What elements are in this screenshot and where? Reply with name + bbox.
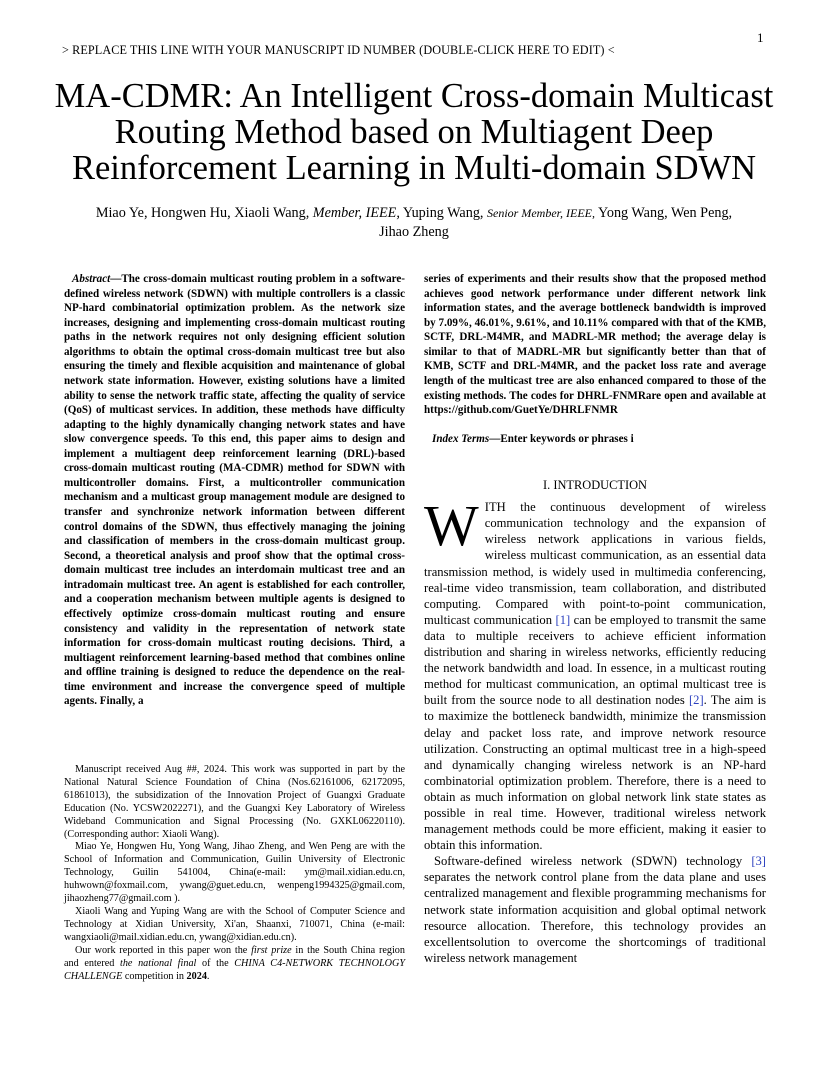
member-affiliation: Member, IEEE, <box>312 205 400 221</box>
title-line-1: MA-CDMR: An Intelligent Cross-domain Multicast <box>54 77 774 115</box>
page-number: 1 <box>757 30 764 45</box>
author-line-2: Jihao Zheng <box>379 224 449 240</box>
award-year: 2024 <box>186 970 207 982</box>
authors-part-1: Miao Ye, Hongwen Hu, Xiaoli Wang, <box>95 205 313 221</box>
citation-link-1[interactable]: [1] <box>555 612 571 627</box>
senior-member-affiliation: Senior Member, IEEE, <box>487 206 595 220</box>
section-heading-introduction: I. INTRODUCTION <box>543 478 647 493</box>
award-text-g: competition in <box>122 970 187 982</box>
intro-p1-text-a: ITH the continuous development of wireless communication technology and the expansion of wireless network applications in various fields, wireless multicast communication, as an essential data transmission method, is widely used in multimedia conferencing, real-time video transmission, team collaboration, and distributed computing. Compared with point-to-point communication, multicast communication <box>424 500 766 627</box>
drop-cap: W <box>424 493 479 559</box>
paper-title <box>40 78 788 186</box>
footnote-author-affiliation-1: Miao Ye, Hongwen Hu, Yong Wang, Jihao Zheng, and Wen Peng are with the School of Information and Communication, Guilin University of Electronic Technology, Guilin 541004, China(e-mail: ym@mail.xidian.edu.cn, huhwown@foxmail.com, ywang@guet.edu.cn, wenpeng1994325@gmail.com, jihaozheng77@gmail.com ). <box>64 841 405 905</box>
award-text-a: Our work reported in this paper won the <box>75 944 252 956</box>
award-text-c: in the South China region and entered <box>64 944 405 969</box>
author-list <box>40 204 788 242</box>
title-line-2: Routing Method based on Multiagent Deep <box>114 113 714 151</box>
intro-paragraph-2 <box>424 853 766 966</box>
left-column <box>64 272 405 709</box>
right-column <box>424 272 766 966</box>
index-terms-text: —Enter keywords or phrases i <box>489 432 634 445</box>
abstract-label: Abstract <box>72 273 111 285</box>
footnote-manuscript-received: Manuscript received Aug ##, 2024. This work was supported in part by the National Natural Science Foundation of China (Nos.62161006, 62172095, 61861013), the subsidization of the Innovation Project of Guangxi Graduate Education (No. YCSW2022271), and the Guangxi Key Laboratory of Wireless Wideband Communication and Signal Processing (No. GXKL06220110). (Corresponding author: Xiaoli Wang). <box>64 764 405 840</box>
footnote-award <box>64 945 405 984</box>
author-line-1 <box>40 204 788 223</box>
intro-paragraph-1 <box>424 493 767 853</box>
index-terms-label: Index Terms <box>432 432 490 445</box>
award-first-prize: first prize <box>251 944 292 956</box>
footnotes <box>64 764 405 983</box>
intro-p2-text-b: separates the network control plane from the data plane and uses centralized management and flexible programming mechanisms for network state information acquisition and global optimal network resource allocation. Therefore, this technology provides an excellentsolution to overcome the shortcomings of traditional wireless network management <box>424 870 766 965</box>
authors-part-3: Yong Wang, Wen Peng, <box>595 205 733 221</box>
authors-part-2: Yuping Wang, <box>399 205 488 221</box>
award-challenge-name: CHINA C4-NETWORK TECHNOLOGY CHALLENGE <box>64 957 405 982</box>
citation-link-3[interactable]: [3] <box>751 854 766 869</box>
abstract-text-left: —The cross-domain multicast routing problem in a software-defined wireless network (SDWN) with multiple controllers is a classic NP-hard combinatorial optimization problem. As the network size increases, designing and implementing cross-domain multicast routing paths in the network requires not only designing efficient solution algorithms to obtain the optimal cross-domain multicast tree but also ensuring the timely and flexible acquisition and maintenance of global network state information. However, existing solutions have a limited ability to sense the network traffic state, affecting the quality of service (QoS) of multicast services. In addition, these methods have difficulty adapting to the highly dynamically changing network states and have slow convergence speeds. To this end, this paper aims to design and implement a multiagent deep reinforcement learning (DRL)-based cross-domain multicast routing (MA-CDMR) method for SDWN with multicontroller domains. First, a multicontroller communication mechanism and a multicast group management module are designed to transfer and synchronize network information between different control domains of the SDWN, thus effectively managing the joining and classification of members in the cross-domain multicast group. Second, a theoretical analysis and proof show that the optimal cross-domain multicast tree includes an interdomain multicast tree and an intradomain multicast tree. An agent is established for each controller, and a cooperation mechanism between multiple agents is designed to effectively optimize cross-domain multicast routing and ensure consistency and validity in the representation of network state information for cross-domain multicast routing decisions. Third, a multiagent reinforcement learning-based method that combines online and offline training is designed to reduce the dependence on the real-time environment and increase the convergence speed of multiple agents. Finally, a <box>64 273 405 708</box>
footnote-author-affiliation-2: Xiaoli Wang and Yuping Wang are with the School of Computer Science and Technology at Xidian University, Xi'an, Shaanxi, 710071, China (e-mail: wangxiaoli@mail.xidian.edu.cn, ywang@xidian.edu.cn). <box>64 905 405 943</box>
intro-p2-text-a: Software-defined wireless network (SDWN) technology <box>434 854 752 869</box>
abstract-continuation: series of experiments and their results show that the proposed method achieves good network performance under different network link information states, and the average bottleneck bandwidth is improved by 7.09%, 46.01%, 9.61%, and 10.11% compared with that of the KMB, SCTF, DRL-M4MR, and MADRL-MR method; the average delay is similar to that of MADRL-MR but significantly better than that of KMB, SCTF and DRL-M4MR, and the packet loss rate and average length of the multicast tree are also enhanced compared to those of the existing methods. The codes for DHRL-FNMRare open and available at https://github.com/GuetYe/DHRLFNMR <box>424 273 766 417</box>
abstract-paragraph <box>64 272 405 709</box>
award-national-final: the national final <box>119 957 197 969</box>
intro-p1-text-c: . The aim is to maximize the bottleneck bandwidth, minimize the transmission delay and packet loss rate, and improve network resource utilization. Constructing an optimal multicast tree in a high-speed and dynamically changing wireless network is an NP-hard combinatorial optimization problem. Therefore, there is a need to obtain as much information on global network link state states as possible in real time. However, traditional wireless network management methods could be more efficient, making it easier to obtain this information. <box>424 693 767 853</box>
award-text-e: of the <box>196 957 235 969</box>
citation-link-2[interactable]: [2] <box>688 693 704 708</box>
title-line-3: Reinforcement Learning in Multi-domain SDWN <box>71 149 757 187</box>
award-text-i: . <box>206 970 210 982</box>
intro-p1-text-b: can be employed to transmit the same data to multiple receivers to achieve efficient information distribution and sharing in wireless networks, efficiently reducing the network bandwidth and load. In essence, in a multicast routing method for multicast communication, an optimal multicast tree is built from the source node to all destination nodes <box>424 612 766 708</box>
index-terms <box>424 432 766 447</box>
manuscript-id-header: > REPLACE THIS LINE WITH YOUR MANUSCRIPT ID NUMBER (DOUBLE-CLICK HERE TO EDIT) < <box>62 43 615 57</box>
